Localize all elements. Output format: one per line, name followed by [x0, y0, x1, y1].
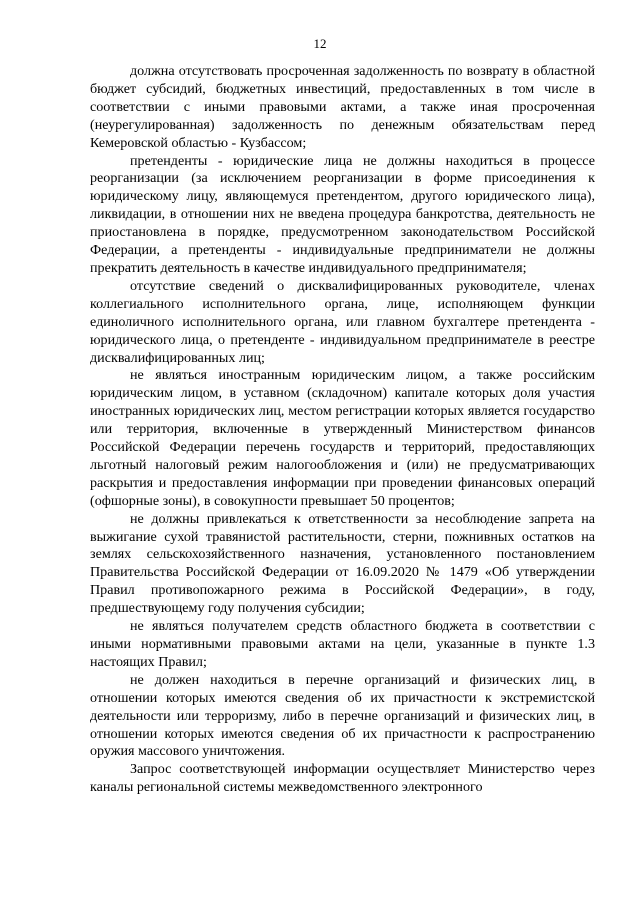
paragraph-information-request: Запрос соответствующей информации осуществляет Министерство через каналы региональной системы межведомственного электронного — [90, 761, 595, 796]
document-body — [90, 63, 595, 797]
paragraph-extremism-list-requirement: не должен находиться в перечне организаций и физических лиц, в отношении которых имеются сведения об их причастности к экстремистской деятельности или терроризму, либо в перечне организаций и физических лиц, в отношении которых имеются сведения об их причастности к распространению оружия массового уничтожения. — [90, 671, 595, 760]
paragraph-disqualification-requirement: отсутствие сведений о дисквалифицированных руководителе, членах коллегиального исполнительного органа, лице, исполняющем функции единоличного исполнительного органа, или главном бухгалтере претендента - юридического лица, о претенденте - индивидуальном предпринимателе в реестре дисквалифицированных лиц; — [90, 277, 595, 366]
page-number: 12 — [313, 36, 327, 51]
paragraph-foreign-entity-requirement: не являться иностранным юридическим лицом, а также российским юридическим лицом, в уставном (складочном) капитале которых доля участия иностранных юридических лиц, местом регистрации которых является государство или территория, включенные в утвержденный Министерством финансов Российской Федерации перечень государств и территорий, предоставляющих льготный налоговый режим налогообложения и (или) не предусматривающих раскрытия и предоставления информации при проведении финансовых операций (офшорные зоны), в совокупности превышает 50 процентов; — [90, 367, 595, 509]
paragraph-reorganization-requirement: претенденты - юридические лица не должны находиться в процессе реорганизации (за исключением реорганизации в форме присоединения к юридическому лицу, являющемуся претендентом, другого юридического лица), ликвидации, в отношении них не введена процедура банкротства, деятельность не приостановлена в порядке, предусмотренном законодательством Российской Федерации, а претенденты - индивидуальные предприниматели не должны прекратить деятельность в качестве индивидуального предпринимателя; — [90, 152, 595, 276]
paragraph-debt-requirement: должна отсутствовать просроченная задолженность по возврату в областной бюджет субсидий, бюджетных инвестиций, предоставленных в том числе в соответствии с иными правовыми актами, а также иная просроченная (неурегулированная) задолженность по денежным обязательствам перед Кемеровской областью - Кузбассом; — [90, 63, 595, 151]
paragraph-budget-recipient-requirement: не являться получателем средств областного бюджета в соответствии с иными нормативными правовыми актами на цели, указанные в пункте 1.3 настоящих Правил; — [90, 618, 595, 670]
paragraph-burning-ban-requirement: не должны привлекаться к ответственности за несоблюдение запрета на выжигание сухой травянистой растительности, стерни, пожнивных остатков на землях сельскохозяйственного назначения, установленного постановлением Правительства Российской Федерации от 16.09.2020 № 1479 «Об утверждении Правил противопожарного режима в Российской Федерации», в году, предшествующему году получения субсидии; — [90, 510, 595, 617]
